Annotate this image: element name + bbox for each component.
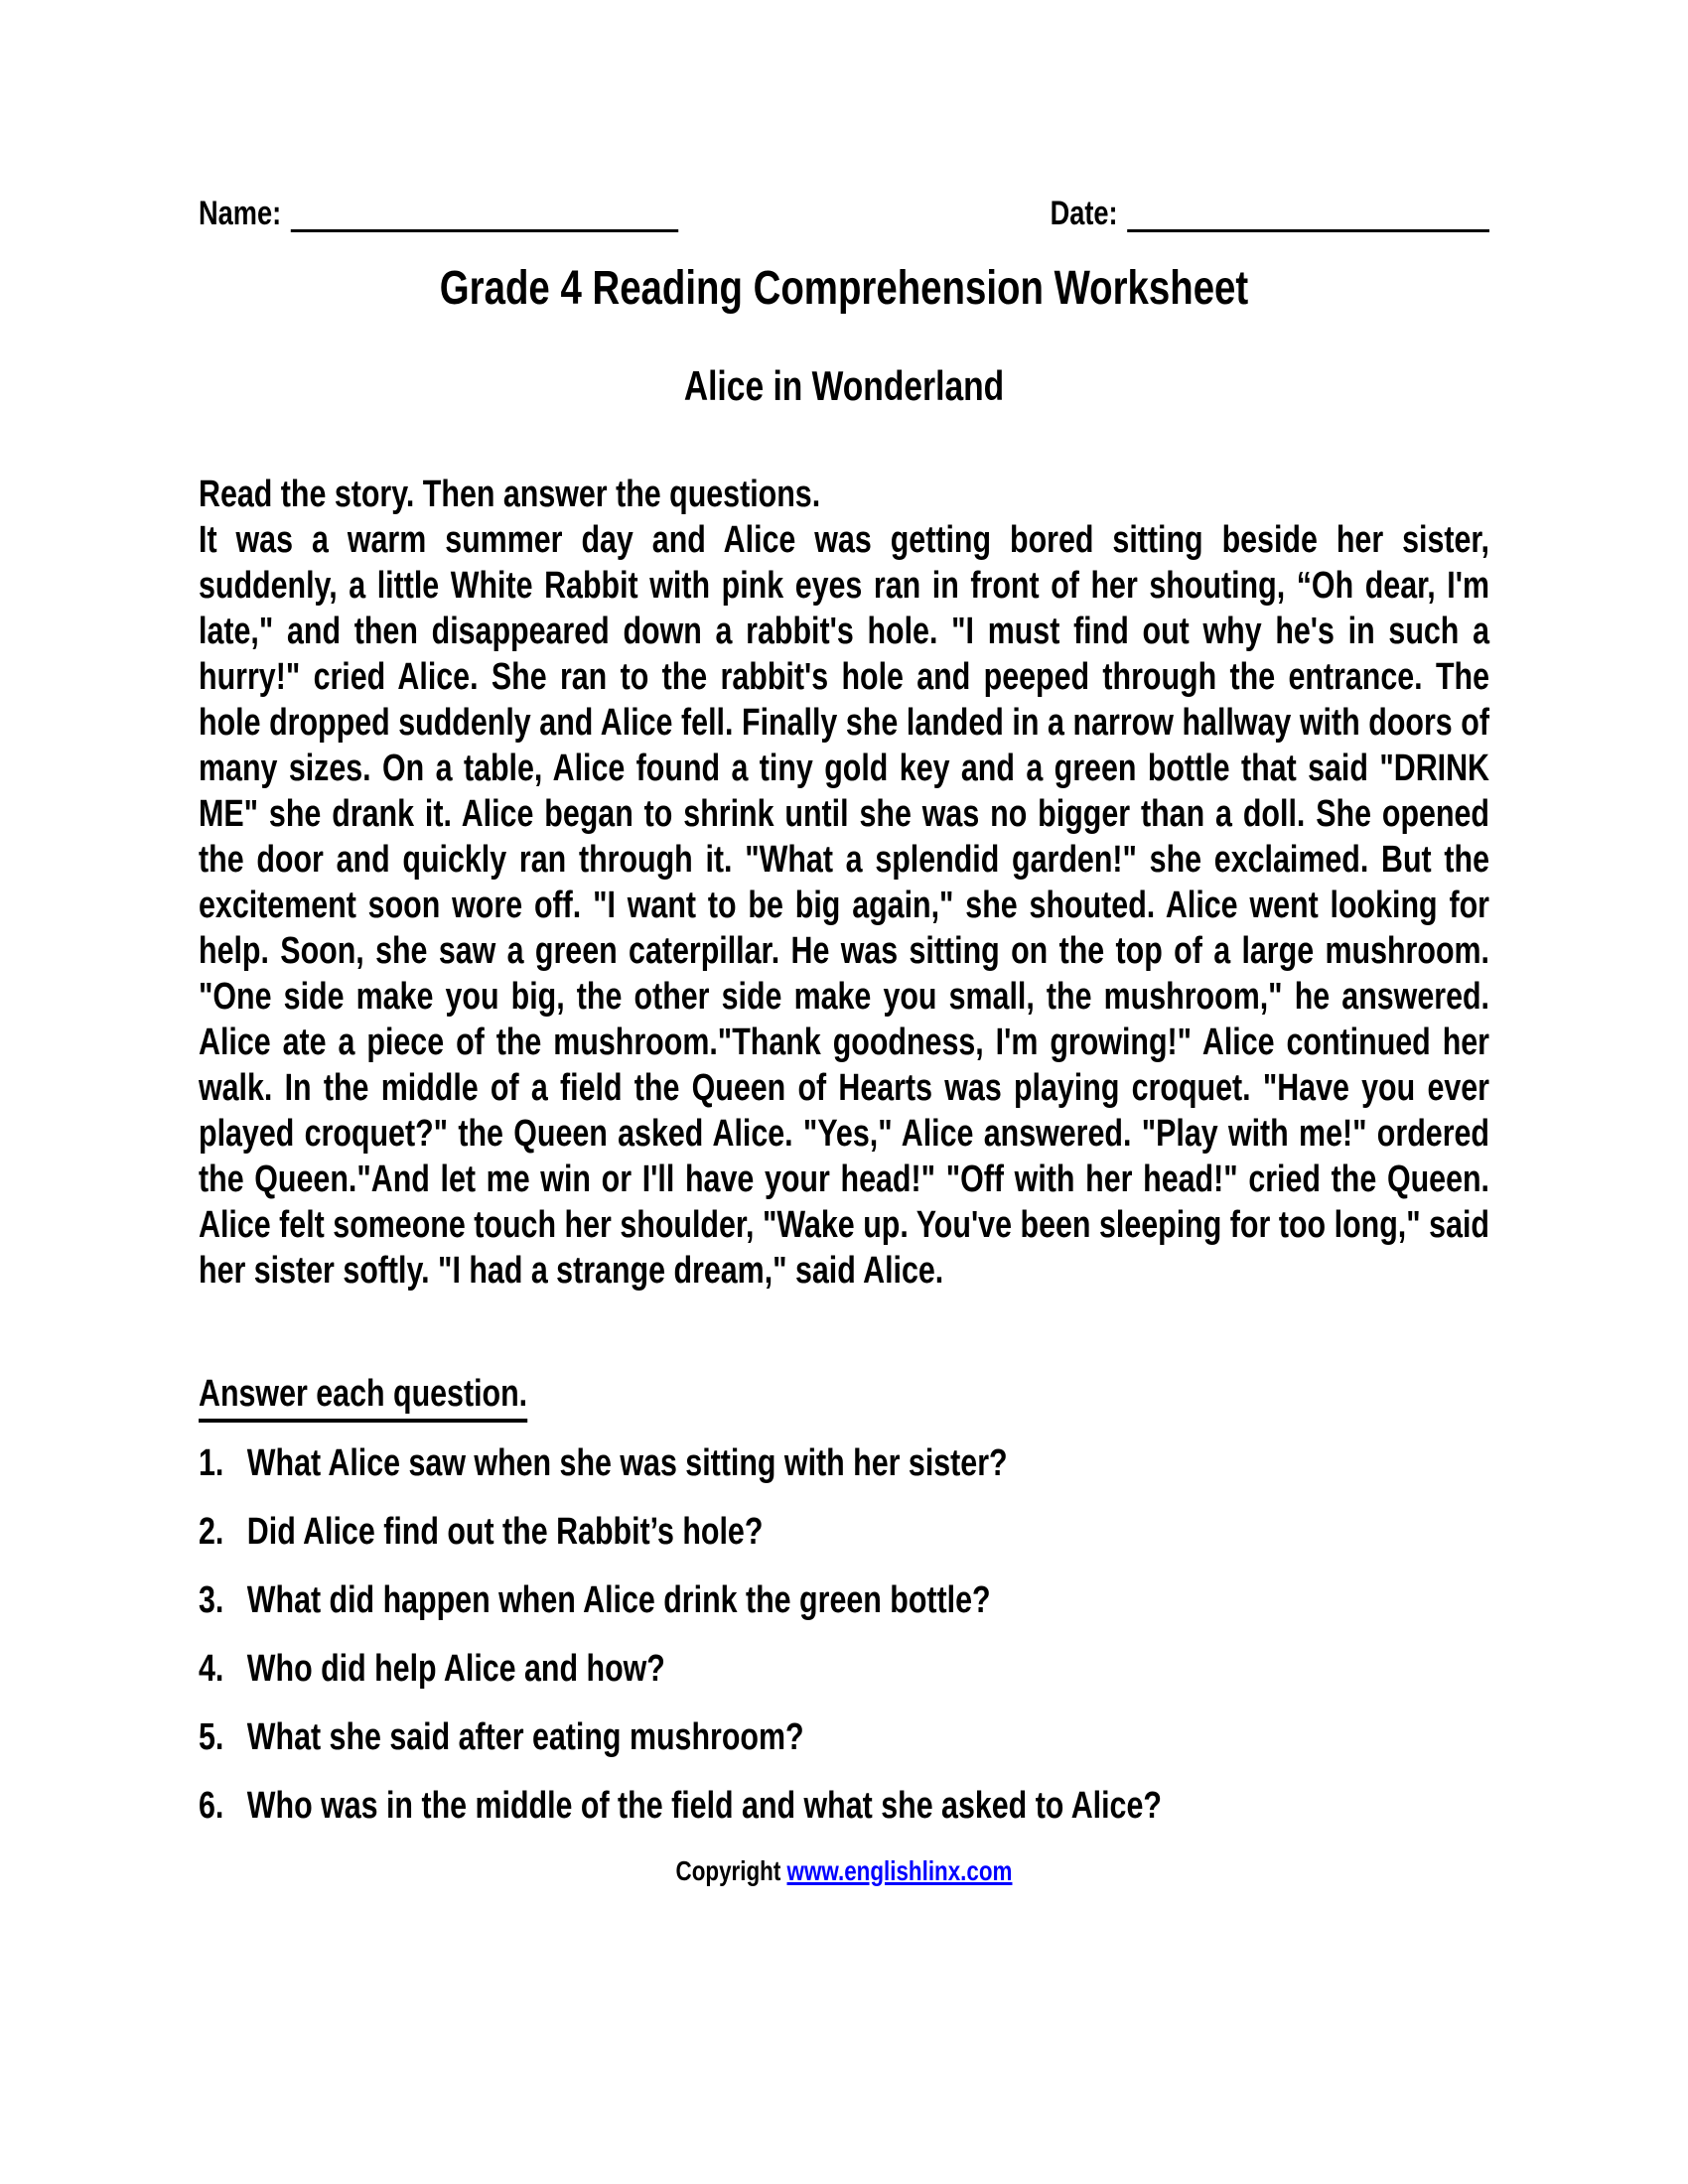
question-item <box>199 1577 1489 1623</box>
question-number: 2. <box>199 1511 224 1553</box>
question-item <box>199 1783 1489 1829</box>
questions-list <box>199 1440 1489 1829</box>
name-label: Name: <box>199 195 282 232</box>
question-item <box>199 1714 1489 1760</box>
questions-heading-wrap <box>199 1371 1489 1423</box>
footer <box>199 1854 1489 1888</box>
question-item <box>199 1646 1489 1692</box>
question-number: 3. <box>199 1579 224 1621</box>
question-text: What she said after eating mushroom? <box>246 1716 804 1758</box>
name-field <box>199 194 678 233</box>
worksheet-content <box>199 0 1489 1888</box>
copyright-link[interactable]: www.englishlinx.com <box>786 1855 1013 1886</box>
story-text: It was a warm summer day and Alice was getting bored sitting beside her sister, suddenly, a little White Rabbit with pink eyes ran in front of her shouting, “Oh dear, I'm late," and then disappeared down a rabbit's hole. "I must find out why he's in such a hurry!" cried Alice. She ran to the rabbit's hole and peeped through the entrance. The hole dropped suddenly and Alice fell. Finally she landed in a narrow hallway with doors of many sizes. On a table, Alice found a tiny gold key and a green bottle that said "DRINK ME" she drank it. Alice began to shrink until she was no bigger than a doll. She opened the door and quickly ran through it. "What a splendid garden!" she exclaimed. But the excitement soon wore off. "I want to be big again," she shouted. Alice went looking for help. Soon, she saw a green caterpillar. He was sitting on the top of a large mushroom. "One side make you big, the other side make you small, the mushroom," he answered. Alice ate a piece of the mushroom."Thank goodness, I'm growing!" Alice continued her walk. In the middle of a field the Queen of Hearts was playing croquet. "Have you ever played croquet?" the Queen asked Alice. "Yes," Alice answered. "Play with me!" ordered the Queen."And let me win or I'll have your head!" "Off with her head!" cried the Queen. Alice felt someone touch her shoulder, "Wake up. You've been sleeping for too long," said her sister softly. "I had a strange dream," said Alice. <box>199 519 1489 1292</box>
header-row <box>199 194 1489 233</box>
question-number: 1. <box>199 1442 224 1484</box>
question-text: Who did help Alice and how? <box>246 1648 665 1690</box>
question-item <box>199 1440 1489 1486</box>
question-number: 5. <box>199 1716 224 1758</box>
name-blank-line <box>291 229 678 232</box>
date-label: Date: <box>1050 195 1118 232</box>
question-item <box>199 1509 1489 1555</box>
story-section <box>199 472 1489 1294</box>
question-text: What did happen when Alice drink the green bottle? <box>246 1579 991 1621</box>
questions-heading: Answer each question. <box>199 1371 527 1423</box>
question-text: Who was in the middle of the field and what she asked to Alice? <box>246 1785 1162 1827</box>
question-number: 6. <box>199 1785 224 1827</box>
question-number: 4. <box>199 1648 224 1690</box>
question-text: Did Alice find out the Rabbit’s hole? <box>246 1511 764 1553</box>
date-field <box>1051 194 1489 233</box>
copyright-label: Copyright <box>675 1855 781 1886</box>
page-subtitle: Alice in Wonderland <box>683 362 1005 409</box>
date-blank-line <box>1127 229 1489 232</box>
story-instruction: Read the story. Then answer the questions. <box>199 474 821 515</box>
question-text: What Alice saw when she was sitting with her sister? <box>246 1442 1008 1484</box>
page-title: Grade 4 Reading Comprehension Worksheet <box>439 262 1249 315</box>
